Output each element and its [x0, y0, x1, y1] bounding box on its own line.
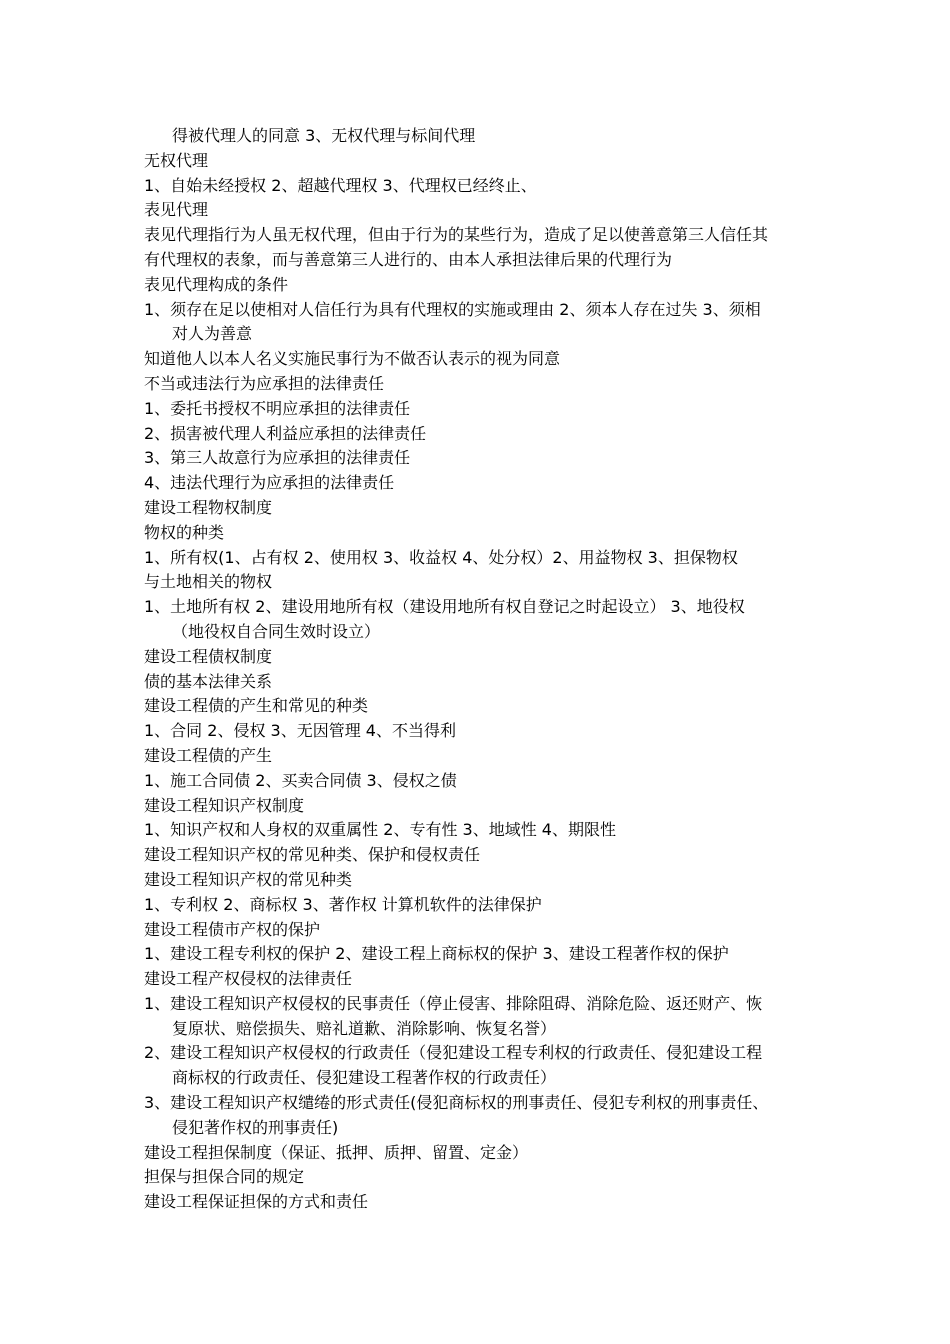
list-item: 2、建设工程知识产权侵权的行政责任（侵犯建设工程专利权的行政责任、侵犯建设工程	[144, 1043, 763, 1063]
heading-zhai-guanxi: 债的基本法律关系	[144, 671, 273, 691]
text-line: 得被代理人的同意 3、无权代理与标间代理	[172, 126, 476, 145]
list-item: 4、违法代理行为应承担的法律责任	[144, 473, 395, 493]
heading-falv-zeren: 不当或违法行为应承担的法律责任	[144, 373, 385, 393]
text-line-continuation: （地役权自合同生效时设立）	[172, 621, 381, 641]
list-item: 2、损害被代理人利益应承担的法律责任	[144, 423, 427, 443]
list-item: 3、建设工程知识产权缱绻的形式责任(侵犯商标权的刑事责任、侵犯专利权的刑事责任、	[144, 1093, 769, 1113]
text-line: 1、建设工程专利权的保护 2、建设工程上商标权的保护 3、建设工程著作权的保护	[144, 944, 729, 964]
heading-zhongle-baohu-zeren: 建设工程知识产权的常见种类、保护和侵权责任	[144, 845, 481, 865]
list-item: 1、建设工程知识产权侵权的民事责任（停止侵害、排除阻碍、消除危险、返还财产、恢	[144, 993, 763, 1013]
heading-zhai-chansheng-zhonglei: 建设工程债的产生和常见的种类	[144, 696, 369, 716]
list-item-continuation: 复原状、赔偿损失、赔礼道歉、消除影响、恢复名誉）	[172, 1018, 557, 1038]
text-line: 1、合同 2、侵权 3、无因管理 4、不当得利	[144, 721, 456, 741]
heading-zhaiquan-zhidu: 建设工程债权制度	[144, 646, 273, 666]
heading-qinquan-zeren: 建设工程产权侵权的法律责任	[144, 969, 353, 989]
heading-zhishi-chanquan: 建设工程知识产权制度	[144, 795, 305, 815]
heading-wuquan-zhidu: 建设工程物权制度	[144, 497, 273, 517]
heading-danbao-hetong: 担保与担保合同的规定	[144, 1167, 305, 1187]
text-line: 知道他人以本人名义实施民事行为不做否认表示的视为同意	[144, 349, 561, 369]
heading-wuquan-zhonglei: 物权的种类	[144, 522, 225, 542]
text-line: 有代理权的表象，而与善意第三人进行的、由本人承担法律后果的代理行为	[144, 249, 673, 269]
text-line: 1、土地所有权 2、建设用地所有权（建设用地所有权自登记之时起设立） 3、地役权	[144, 597, 745, 617]
heading-biaojian-daili: 表见代理	[144, 200, 209, 220]
list-item-continuation: 侵犯著作权的刑事责任)	[172, 1117, 339, 1137]
heading-zhai-chansheng: 建设工程债的产生	[144, 745, 273, 765]
heading-wuquan-daili: 无权代理	[144, 150, 209, 170]
text-line: 1、所有权(1、占有权 2、使用权 3、收益权 4、处分权）2、用益物权 3、担保物权	[144, 547, 738, 567]
document-body	[144, 124, 808, 1215]
list-item: 3、第三人故意行为应承担的法律责任	[144, 448, 411, 468]
heading-changjian-zhonglei: 建设工程知识产权的常见种类	[144, 869, 353, 889]
list-item: 1、委托书授权不明应承担的法律责任	[144, 398, 411, 418]
text-line: 1、须存在足以使相对人信任行为具有代理权的实施或理由 2、须本人存在过失 3、须相	[144, 299, 761, 319]
heading-tudi-wuquan: 与土地相关的物权	[144, 572, 273, 592]
text-line: 1、自始未经授权 2、超越代理权 3、代理权已经终止、	[144, 175, 537, 195]
text-line: 表见代理指行为人虽无权代理，但由于行为的某些行为，造成了足以使善意第三人信任其	[144, 225, 769, 245]
list-item-continuation: 商标权的行政责任、侵犯建设工程著作权的行政责任）	[172, 1068, 557, 1088]
heading-baozheng-danbao: 建设工程保证担保的方式和责任	[144, 1192, 369, 1212]
heading-danbao-zhidu: 建设工程担保制度（保证、抵押、质押、留置、定金）	[144, 1142, 529, 1162]
text-line: 1、知识产权和人身权的双重属性 2、专有性 3、地域性 4、期限性	[144, 820, 616, 840]
heading-goucheng-tiaojian: 表见代理构成的条件	[144, 274, 289, 294]
heading-chanquan-baohu: 建设工程债市产权的保护	[144, 919, 321, 939]
text-line: 1、专利权 2、商标权 3、著作权 计算机软件的法律保护	[144, 894, 542, 914]
text-line: 1、施工合同债 2、买卖合同债 3、侵权之债	[144, 770, 457, 790]
text-line-continuation: 对人为善意	[172, 324, 253, 344]
